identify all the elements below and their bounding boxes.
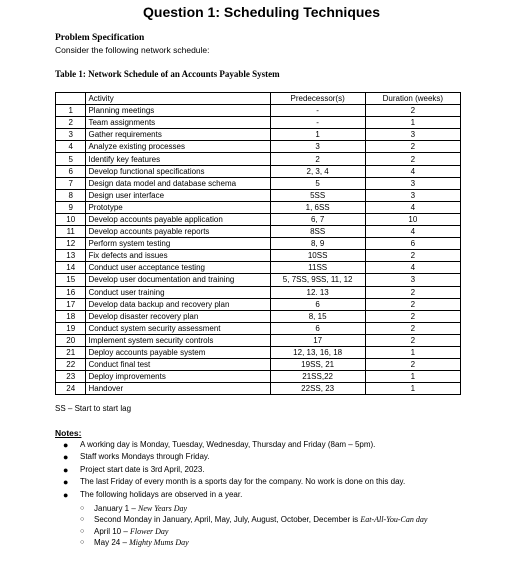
row-predecessors: 2 [270,153,365,165]
row-number: 3 [56,129,86,141]
row-number: 2 [56,117,86,129]
row-duration: 10 [365,213,460,225]
table-caption: Table 1: Network Schedule of an Accounts Payable System [55,69,280,79]
holiday-name: Mighty Mums Day [129,538,189,548]
row-duration: 1 [365,346,460,358]
table-row [56,371,461,383]
holidays-list [80,503,465,549]
network-schedule-table [55,92,461,395]
table-row [56,310,461,322]
holiday-prefix: April 10 – [94,526,131,536]
row-activity: Analyze existing processes [86,141,270,153]
row-predecessors: 12, 13, 16, 18 [270,346,365,358]
table-row [56,298,461,310]
table-row [56,383,461,395]
row-predecessors: 1, 6SS [270,201,365,213]
row-activity: Identify key features [86,153,270,165]
bullet-icon: ● [63,489,69,500]
row-predecessors: - [270,117,365,129]
table-row [56,177,461,189]
note-item [63,439,463,451]
row-number: 6 [56,165,86,177]
table-row [56,201,461,213]
table-row [56,153,461,165]
row-predecessors: 19SS, 21 [270,359,365,371]
note-item [63,489,463,501]
row-number: 9 [56,201,86,213]
row-duration: 4 [365,201,460,213]
row-number: 7 [56,177,86,189]
table-row [56,286,461,298]
circle-bullet-icon: ○ [80,516,85,524]
table-row [56,322,461,334]
note-item [63,451,463,463]
holiday-item [80,514,465,525]
row-predecessors: 5 [270,177,365,189]
row-number: 17 [56,298,86,310]
row-predecessors: 8, 9 [270,238,365,250]
row-number: 13 [56,250,86,262]
row-activity: Conduct user training [86,286,270,298]
row-duration: 3 [365,189,460,201]
problem-spec-heading: Problem Specification [55,33,145,43]
circle-bullet-icon: ○ [80,505,85,512]
row-duration: 2 [365,310,460,322]
row-predecessors: 12. 13 [270,286,365,298]
row-number: 24 [56,383,86,395]
notes-heading: Notes: [55,428,82,438]
holiday-item [80,526,465,537]
row-activity: Gather requirements [86,129,270,141]
row-predecessors: - [270,105,365,117]
header-number [56,93,86,105]
row-duration: 4 [365,262,460,274]
note-text: A working day is Monday, Tuesday, Wednesday, Thursday and Friday (8am – 5pm). [80,440,376,449]
row-activity: Develop user documentation and training [86,274,270,286]
row-activity: Design user interface [86,189,270,201]
notes-list [63,439,463,501]
holiday-name: Flower Day [130,526,169,536]
row-duration: 2 [365,250,460,262]
row-number: 22 [56,359,86,371]
row-number: 18 [56,310,86,322]
note-text: The last Friday of every month is a sports day for the company. No work is done on this day. [80,477,406,487]
row-number: 14 [56,262,86,274]
holiday-prefix: Second Monday in January, April, May, July, August, October, December is [94,515,361,525]
row-activity: Planning meetings [86,105,270,117]
holiday-item [80,537,465,548]
header-duration: Duration (weeks) [365,93,460,105]
row-predecessors: 5, 7SS, 9SS, 11, 12 [270,274,365,286]
row-activity: Handover [86,383,270,395]
note-item [63,464,463,476]
row-activity: Team assignments [86,117,270,129]
table-row [56,129,461,141]
row-number: 11 [56,226,86,238]
header-activity: Activity [86,93,270,105]
row-duration: 3 [365,129,460,141]
row-duration: 1 [365,383,460,395]
row-duration: 4 [365,226,460,238]
row-activity: Develop disaster recovery plan [86,310,270,322]
row-activity: Deploy accounts payable system [86,346,270,358]
row-activity: Develop data backup and recovery plan [86,298,270,310]
table-header-row [56,93,461,105]
row-predecessors: 10SS [270,250,365,262]
row-duration: 2 [365,334,460,346]
table-row [56,141,461,153]
row-duration: 2 [365,298,460,310]
row-predecessors: 21SS,22 [270,371,365,383]
table-row [56,213,461,225]
table-row [56,346,461,358]
row-duration: 2 [365,141,460,153]
row-duration: 1 [365,117,460,129]
row-duration: 2 [365,322,460,334]
row-activity: Develop accounts payable application [86,213,270,225]
table-row [56,105,461,117]
bullet-icon: ● [63,464,69,475]
row-number: 15 [56,274,86,286]
table-row [56,262,461,274]
row-number: 12 [56,238,86,250]
row-predecessors: 2, 3, 4 [270,165,365,177]
row-duration: 2 [365,105,460,117]
table-row [56,334,461,346]
row-activity: Design data model and database schema [86,177,270,189]
row-predecessors: 8, 15 [270,310,365,322]
row-predecessors: 3 [270,141,365,153]
bullet-icon: ● [63,452,69,463]
note-text: The following holidays are observed in a year. [80,489,243,499]
table-row [56,238,461,250]
row-activity: Conduct final test [86,359,270,371]
bullet-icon: ● [63,477,69,488]
table-row [56,165,461,177]
row-number: 10 [56,213,86,225]
row-predecessors: 8SS [270,226,365,238]
row-activity: Deploy improvements [86,371,270,383]
row-duration: 3 [365,274,460,286]
holiday-item [80,503,465,514]
row-predecessors: 6 [270,322,365,334]
row-activity: Develop functional specifications [86,165,270,177]
row-number: 8 [56,189,86,201]
row-number: 1 [56,105,86,117]
bullet-icon: ● [63,440,69,450]
ss-legend-note: SS – Start to start lag [55,404,132,413]
row-predecessors: 1 [270,129,365,141]
row-number: 4 [56,141,86,153]
row-number: 23 [56,371,86,383]
row-number: 20 [56,334,86,346]
row-number: 5 [56,153,86,165]
row-predecessors: 22SS, 23 [270,383,365,395]
row-number: 19 [56,322,86,334]
table-row [56,250,461,262]
table-row [56,189,461,201]
row-activity: Fix defects and issues [86,250,270,262]
row-duration: 3 [365,177,460,189]
table-row [56,274,461,286]
holiday-prefix: January 1 – [94,504,139,513]
table-row [56,359,461,371]
problem-spec-text: Consider the following network schedule: [55,45,210,55]
page-title: Question 1: Scheduling Techniques [143,4,380,20]
row-activity: Perform system testing [86,238,270,250]
note-item [63,476,463,488]
holiday-prefix: May 24 – [94,538,130,548]
row-duration: 2 [365,359,460,371]
row-predecessors: 6, 7 [270,213,365,225]
row-duration: 2 [365,286,460,298]
row-predecessors: 6 [270,298,365,310]
note-text: Staff works Mondays through Friday. [80,452,210,462]
row-activity: Implement system security controls [86,334,270,346]
header-predecessors: Predecessor(s) [270,93,365,105]
row-activity: Prototype [86,201,270,213]
note-text: Project start date is 3rd April, 2023. [80,464,205,474]
row-number: 16 [56,286,86,298]
row-duration: 4 [365,165,460,177]
table-row [56,226,461,238]
row-predecessors: 17 [270,334,365,346]
circle-bullet-icon: ○ [80,539,85,547]
row-activity: Conduct user acceptance testing [86,262,270,274]
row-duration: 2 [365,153,460,165]
row-number: 21 [56,346,86,358]
row-activity: Develop accounts payable reports [86,226,270,238]
row-predecessors: 5SS [270,189,365,201]
row-duration: 6 [365,238,460,250]
row-duration: 1 [365,371,460,383]
row-predecessors: 11SS [270,262,365,274]
holiday-name: Eat-All-You-Can day [360,515,428,525]
holiday-name: New Years Day [138,504,188,513]
table-row [56,117,461,129]
row-activity: Conduct system security assessment [86,322,270,334]
circle-bullet-icon: ○ [80,527,85,535]
